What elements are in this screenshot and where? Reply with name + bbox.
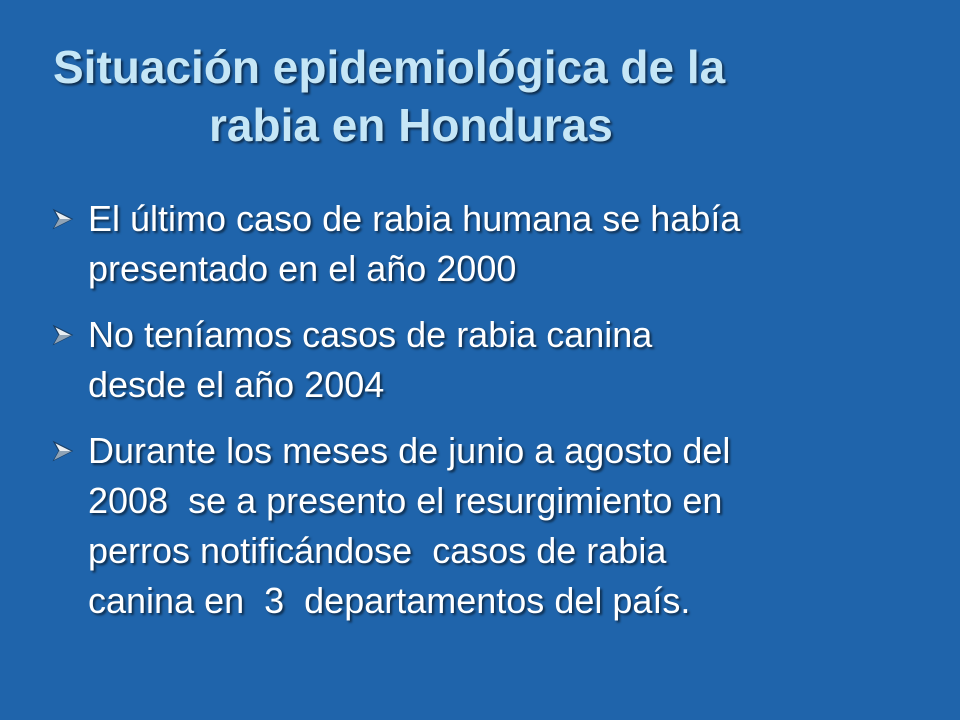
bullet-line: presentado en el año 2000 (88, 248, 517, 289)
bullet-line: No teníamos casos de rabia canina (88, 314, 653, 355)
bullet-line: perros notificándose casos de rabia (88, 530, 667, 571)
bullet-item-canine-rabies (52, 310, 912, 410)
bullet-item-2008-resurgence (52, 426, 912, 626)
arrowhead-bullet-icon (52, 323, 74, 347)
bullet-line: El último caso de rabia humana se había (88, 198, 741, 239)
bullet-line: desde el año 2004 (88, 364, 385, 405)
bullet-item-human-rabies (52, 194, 912, 294)
arrowhead-bullet-icon (52, 207, 74, 231)
bullet-list (52, 194, 912, 642)
arrowhead-bullet-icon (52, 439, 74, 463)
slide-title (0, 38, 960, 154)
bullet-line: Durante los meses de junio a agosto del (88, 430, 731, 471)
title-line-2: rabia en Honduras (209, 99, 613, 151)
bullet-line: canina en 3 departamentos del país. (88, 580, 691, 621)
bullet-line: 2008 se a presento el resurgimiento en (88, 480, 723, 521)
title-line-1: Situación epidemiológica de la (53, 41, 726, 93)
